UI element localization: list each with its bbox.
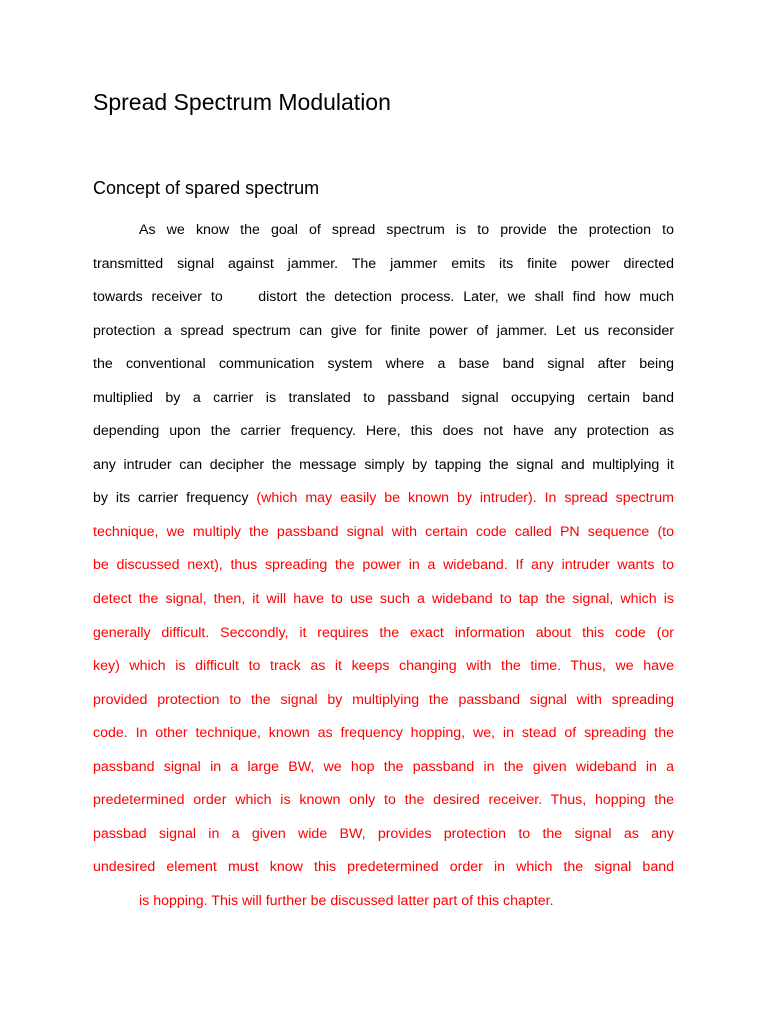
paragraph-line: [93, 248, 674, 282]
line-text: protection a spread spectrum can give for finite power of jammer. Let us reconsider: [93, 322, 674, 339]
line-text: depending upon the carrier frequency. Here, this does not have any protection as: [93, 423, 674, 440]
line-text-highlighted: technique, we multiply the passband signal with certain code called PN sequence (to: [93, 523, 674, 540]
line-text-highlighted: be discussed next), thus spreading the power in a wideband. If any intruder wants to: [93, 557, 674, 574]
paragraph-line: [93, 549, 674, 583]
line-text-highlighted: provided protection to the signal by multiplying the passband signal with spreading: [93, 691, 674, 708]
line-text-highlighted: passbad signal in a given wide BW, provides protection to the signal as any: [93, 825, 674, 842]
paragraph-line: [93, 214, 674, 248]
line-text: As we know the goal of spread spectrum is to provide the protection to: [139, 222, 674, 238]
line-text-highlighted: predetermined order which is known only to the desired receiver. Thus, hopping the: [93, 792, 674, 809]
paragraph-line: [93, 717, 674, 751]
line-text-highlighted: (which may easily be known by intruder). In spread spectrum: [256, 490, 674, 507]
paragraph-line: [93, 684, 674, 718]
paragraph-line: [93, 449, 674, 483]
paragraph-line: [93, 818, 674, 852]
paragraph-line: [93, 516, 674, 550]
section-heading: Concept of spared spectrum: [93, 178, 320, 198]
line-text-highlighted: key) which is difficult to track as it keeps changing with the time. Thus, we have: [93, 658, 674, 675]
paragraph-line: [93, 415, 674, 449]
paragraph-line: [93, 583, 674, 617]
paragraph-line: [93, 315, 674, 349]
paragraph-line: [93, 482, 674, 516]
paragraph-line: [93, 617, 674, 651]
line-text: by its carrier frequency: [93, 490, 257, 507]
line-text-highlighted: generally difficult. Seccondly, it requires the exact information about this code (or: [93, 624, 674, 641]
line-text-highlighted: undesired element must know this predetermined order in which the signal band: [93, 859, 674, 876]
paragraph-line: [93, 281, 674, 315]
paragraph-line: [93, 851, 674, 885]
paragraph-line: [93, 348, 674, 382]
body-paragraph: [93, 214, 674, 918]
document-title: Spread Spectrum Modulation: [93, 89, 391, 115]
paragraph-line: [93, 784, 674, 818]
paragraph-line: [93, 650, 674, 684]
line-text: the conventional communication system where a base band signal after being: [93, 356, 674, 373]
line-text-highlighted: is hopping. This will further be discussed latter part of this chapter.: [139, 892, 554, 909]
line-text: transmitted signal against jammer. The jammer emits its finite power directed: [93, 255, 674, 272]
line-text-highlighted: passband signal in a large BW, we hop the passband in the given wideband in a: [93, 758, 674, 775]
paragraph-line: [93, 751, 674, 785]
paragraph-line-last: [93, 885, 674, 919]
line-text: any intruder can decipher the message simply by tapping the signal and multiplying it: [93, 456, 674, 473]
line-text: towards receiver to distort the detection process. Later, we shall find how much: [93, 289, 674, 306]
paragraph-line: [93, 382, 674, 416]
line-text: multiplied by a carrier is translated to passband signal occupying certain band: [93, 389, 674, 406]
line-text-highlighted: detect the signal, then, it will have to use such a wideband to tap the signal, which is: [93, 591, 674, 608]
line-text-highlighted: code. In other technique, known as frequency hopping, we, in stead of spreading the: [93, 725, 674, 742]
